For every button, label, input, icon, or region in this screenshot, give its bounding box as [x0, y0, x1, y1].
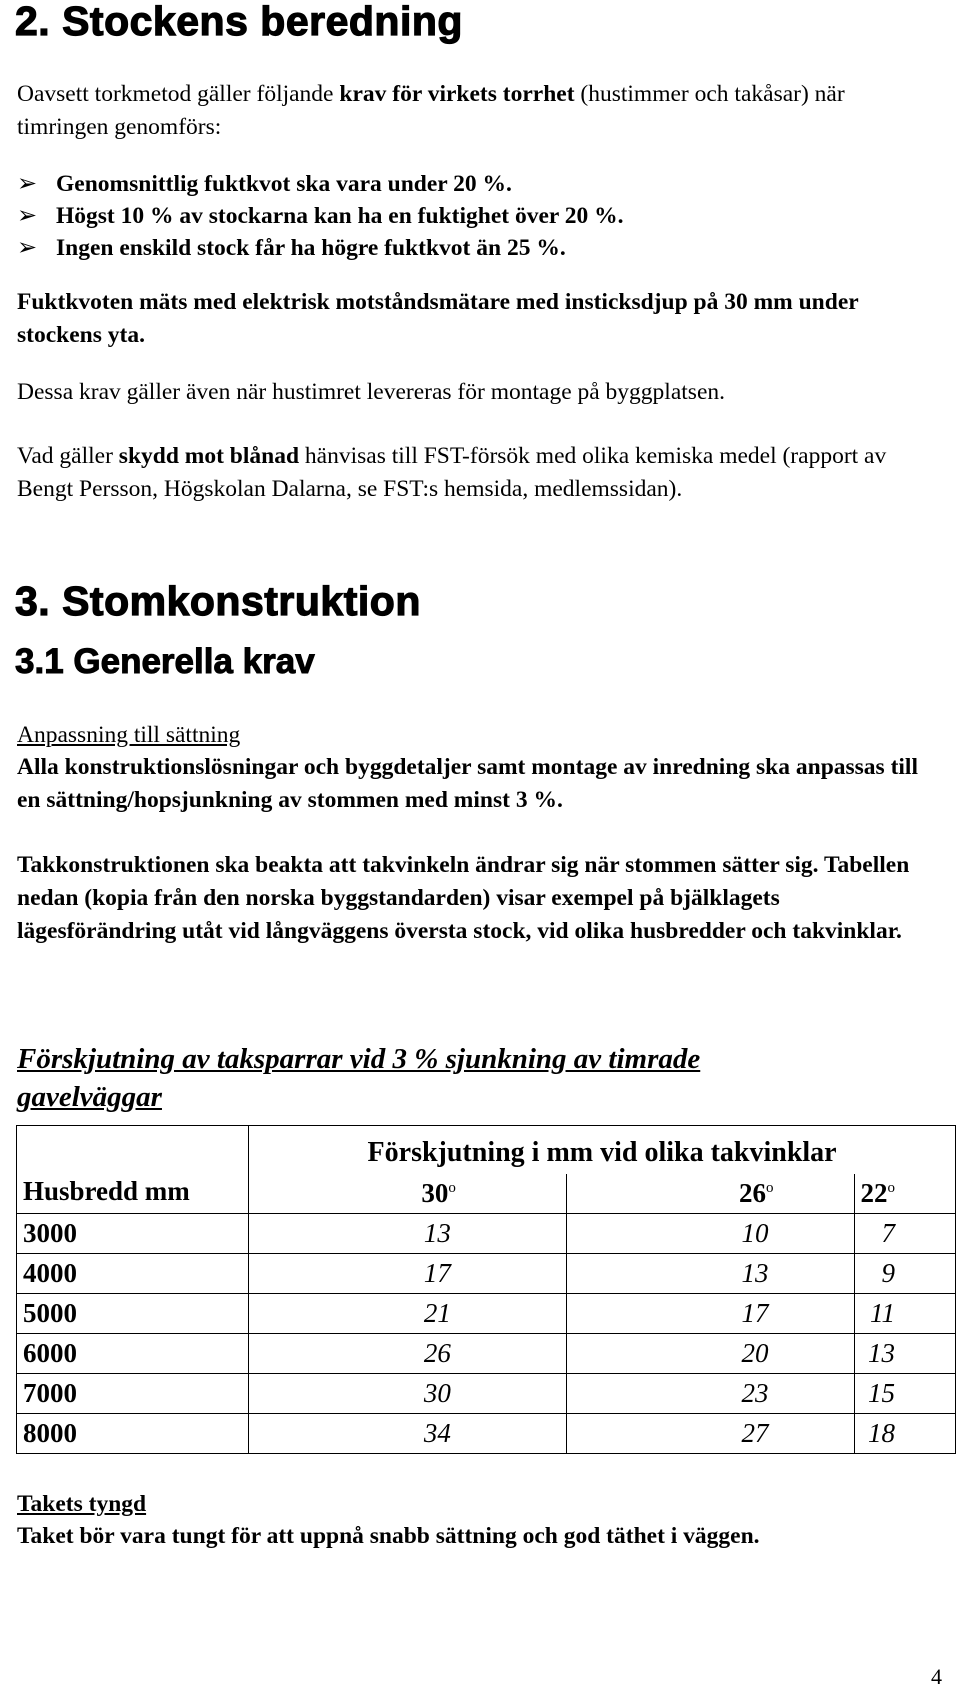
value-cell: 9 [854, 1254, 956, 1294]
intro-paragraph [17, 78, 917, 144]
width-cell: 8000 [17, 1414, 249, 1454]
table-header-row [17, 1126, 956, 1175]
value-cell: 21 [249, 1294, 567, 1334]
value-cell: 18 [854, 1414, 956, 1454]
width-cell: 7000 [17, 1374, 249, 1414]
intro-bold: krav för virkets torrhet [339, 81, 575, 107]
table-row [17, 1374, 956, 1414]
arrow-bullet-icon: ➢ [17, 203, 38, 229]
blue-pre: Vad gäller [17, 443, 113, 469]
angle-header: 26$^o$ [566, 1174, 854, 1214]
list-item: ➢ Högst 10 % av stockarna kan ha en fuktighet över 20 %. [0, 200, 892, 232]
dryness-requirements-list [0, 168, 892, 264]
value-cell: 34 [249, 1414, 567, 1454]
settling-heading: Anpassning till sättning [17, 722, 241, 748]
value-cell: 13 [566, 1254, 854, 1294]
section-3-title: 3. Stomkonstruktion [15, 578, 421, 624]
table-caption: Förskjutning av taksparrar vid 3 % sjunkning av timrade gavelväggar [17, 1043, 701, 1113]
delivery-paragraph: Dessa krav gäller även när hustimret levereras för montage på byggplatsen. [17, 379, 725, 405]
page-number: 4 [931, 1664, 942, 1689]
value-cell: 7 [854, 1214, 956, 1254]
arrow-bullet-icon: ➢ [17, 171, 38, 197]
displacement-table [16, 1125, 956, 1454]
roof-weight-paragraph: Taket bör vara tungt för att uppnå snabb sättning och god täthet i väggen. [17, 1523, 760, 1549]
measure-paragraph: Fuktkvoten mäts med elektrisk motståndsmätare med insticksdjup på 30 mm under stockens yta. [17, 289, 859, 348]
blue-bold: skydd mot blånad [118, 443, 300, 469]
width-column-header: Husbredd mm [17, 1126, 249, 1214]
width-cell: 4000 [17, 1254, 249, 1294]
width-cell: 6000 [17, 1334, 249, 1374]
width-cell: 5000 [17, 1294, 249, 1334]
value-cell: 17 [249, 1254, 567, 1294]
blue-stain-paragraph [17, 440, 917, 506]
section-2-title: 2. Stockens beredning [15, 0, 463, 44]
value-cell: 30 [249, 1374, 567, 1414]
blue-post: hänvisas till FST-försök med olika kemiska medel (rapport av Bengt Persson, Högskolan Dalarna, se FST:s hemsida, medlemssidan). [17, 443, 887, 502]
value-cell: 27 [566, 1414, 854, 1454]
angle-header: 22$^o$ [854, 1174, 956, 1214]
table-row [17, 1294, 956, 1334]
value-cell: 15 [854, 1374, 956, 1414]
roof-weight-heading: Takets tyngd [17, 1491, 147, 1517]
table-row [17, 1254, 956, 1294]
value-cell: 26 [249, 1334, 567, 1374]
table-row [17, 1414, 956, 1454]
width-cell: 3000 [17, 1214, 249, 1254]
settling-paragraph: Alla konstruktionslösningar och byggdetaljer samt montage av inredning ska anpassas till en sättning/hopsjunkning av stommen med minst 3 %. [17, 754, 918, 813]
section-3-1-title: 3.1 Generella krav [15, 642, 315, 681]
arrow-bullet-icon: ➢ [17, 235, 38, 261]
list-item: ➢ Genomsnittlig fuktkvot ska vara under 20 %. [0, 168, 892, 200]
value-cell: 11 [854, 1294, 956, 1334]
value-cell: 17 [566, 1294, 854, 1334]
roof-paragraph: Takkonstruktionen ska beakta att takvinkeln ändrar sig när stommen sätter sig. Tabellen nedan (kopia från den norska byggstandarden) visar exempel på bjälklagets lägesförändring utåt vid långväggens översta stock, vid olika husbredder och takvinklar. [17, 852, 910, 944]
table-row [17, 1334, 956, 1374]
value-cell: 20 [566, 1334, 854, 1374]
list-item: ➢ Ingen enskild stock får ha högre fuktkvot än 25 %. [0, 232, 892, 264]
table-row [17, 1214, 956, 1254]
intro-post: (hustimmer och takåsar) när timringen genomförs: [17, 81, 845, 140]
value-cell: 13 [249, 1214, 567, 1254]
value-cell: 10 [566, 1214, 854, 1254]
angle-header: 30$^o$ [249, 1174, 567, 1214]
intro-pre: Oavsett torkmetod gäller följande [17, 81, 334, 107]
value-cell: 13 [854, 1334, 956, 1374]
value-cell: 23 [566, 1374, 854, 1414]
angles-group-header: Förskjutning i mm vid olika takvinklar [249, 1126, 956, 1175]
